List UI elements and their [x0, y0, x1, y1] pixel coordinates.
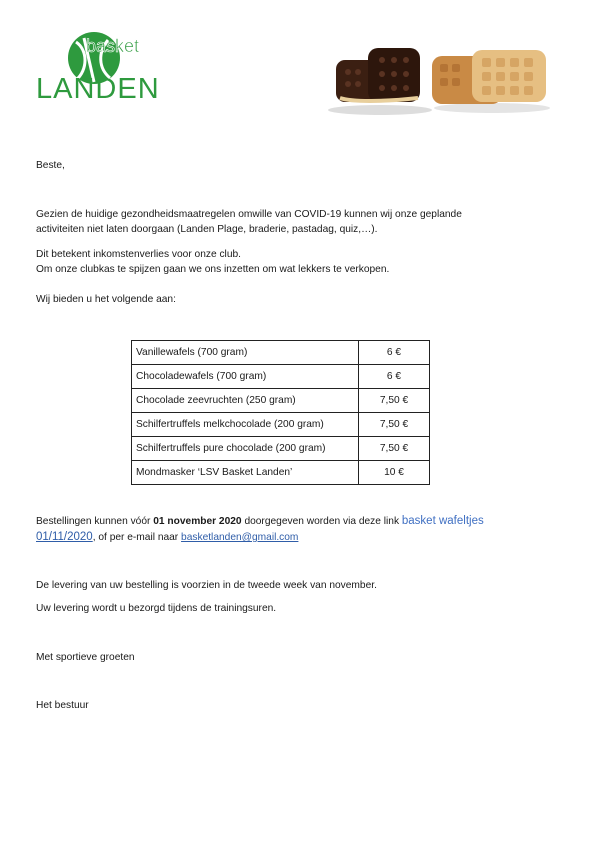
- order-text-mid: doorgegeven worden via deze link: [241, 516, 402, 527]
- product-price: 7,50 €: [359, 389, 430, 413]
- price-table: [131, 340, 430, 485]
- product-row: [132, 365, 430, 389]
- order-email-link[interactable]: basketlanden@gmail.com: [181, 532, 299, 543]
- waffle-photo: [322, 40, 550, 116]
- product-price: 7,50 €: [359, 437, 430, 461]
- product-price: 10 €: [359, 461, 430, 485]
- logo-word-basket: basket: [86, 36, 140, 56]
- product-name: Vanillewafels (700 gram): [132, 341, 359, 365]
- product-row: [132, 437, 430, 461]
- intro-line-2: activiteiten niet laten doorgaan (Landen Plage, braderie, pastadag, quiz,…).: [36, 224, 378, 235]
- product-name: Schilfertruffels melkchocolade (200 gram): [132, 413, 359, 437]
- product-row: [132, 389, 430, 413]
- product-name: Chocolade zeevruchten (250 gram): [132, 389, 359, 413]
- consequence-line-2: Om onze clubkas te spijzen gaan we ons inzetten om wat lekkers te verkopen.: [36, 264, 390, 275]
- order-link[interactable]: basket wafeltjes: [401, 515, 484, 527]
- order-line-2: [36, 530, 298, 545]
- product-name: Mondmasker ‘LSV Basket Landen’: [132, 461, 359, 485]
- order-deadline: 01 november 2020: [153, 516, 242, 527]
- order-text-start: Bestellingen kunnen vóór: [36, 516, 154, 527]
- order-text-after-link: , of per e-mail naar: [92, 532, 182, 543]
- offer-intro: Wij bieden u het volgende aan:: [36, 294, 176, 305]
- closing: Met sportieve groeten: [36, 652, 135, 663]
- product-row: [132, 413, 430, 437]
- salutation: Beste,: [36, 160, 65, 171]
- product-price: 6 €: [359, 365, 430, 389]
- order-line-1: [36, 514, 484, 529]
- basket-landen-logo: [36, 26, 196, 104]
- product-name: Schilfertruffels pure chocolade (200 gram): [132, 437, 359, 461]
- consequence-line-1: Dit betekent inkomstenverlies voor onze club.: [36, 249, 241, 260]
- intro-line-1: Gezien de huidige gezondheidsmaatregelen omwille van COVID-19 kunnen wij onze geplande: [36, 209, 462, 220]
- product-row: [132, 461, 430, 485]
- product-row: [132, 341, 430, 365]
- delivery-line-2: Uw levering wordt u bezorgd tijdens de trainingsuren.: [36, 603, 277, 614]
- logo-word-landen: LANDEN: [36, 73, 160, 104]
- product-price: 6 €: [359, 341, 430, 365]
- signature: Het bestuur: [36, 700, 89, 711]
- product-name: Chocoladewafels (700 gram): [132, 365, 359, 389]
- delivery-line-1: De levering van uw bestelling is voorzien in de tweede week van november.: [36, 580, 377, 591]
- order-link-date[interactable]: 01/11/2020: [36, 531, 93, 543]
- product-price: 7,50 €: [359, 413, 430, 437]
